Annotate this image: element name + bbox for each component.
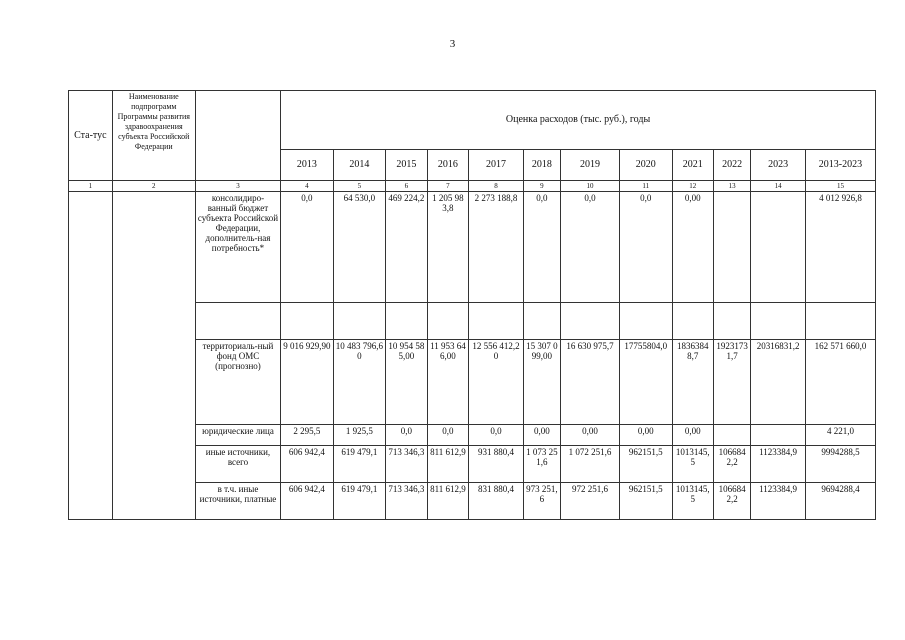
column-number: 15 xyxy=(805,181,875,192)
value-cell: 0,0 xyxy=(620,192,672,303)
value-cell xyxy=(714,192,751,303)
value-cell: 1123384,9 xyxy=(751,446,806,483)
year-header: 2021 xyxy=(672,150,714,181)
column-number: 1 xyxy=(69,181,113,192)
value-cell xyxy=(281,303,333,340)
value-cell: 1066842,2 xyxy=(714,446,751,483)
value-cell xyxy=(751,192,806,303)
value-cell: 0,00 xyxy=(523,425,560,446)
value-cell: 10 954 585,00 xyxy=(386,340,428,425)
status-cell xyxy=(69,192,113,520)
value-cell xyxy=(469,303,524,340)
value-cell: 1066842,2 xyxy=(714,483,751,520)
year-header: 2016 xyxy=(427,150,469,181)
column-number: 6 xyxy=(386,181,428,192)
value-cell: 0,0 xyxy=(386,425,428,446)
value-cell: 619 479,1 xyxy=(333,483,385,520)
status-header: Ста-тус xyxy=(69,91,113,181)
column-number: 2 xyxy=(112,181,195,192)
year-header: 2015 xyxy=(386,150,428,181)
value-cell xyxy=(714,425,751,446)
table-row xyxy=(69,192,876,303)
value-cell: 16 630 975,7 xyxy=(561,340,620,425)
value-cell: 9994288,5 xyxy=(805,446,875,483)
value-cell: 962151,5 xyxy=(620,483,672,520)
value-cell xyxy=(714,303,751,340)
value-cell xyxy=(523,303,560,340)
value-cell: 1 925,5 xyxy=(333,425,385,446)
value-cell: 4 221,0 xyxy=(805,425,875,446)
year-header: 2017 xyxy=(469,150,524,181)
value-cell: 64 530,0 xyxy=(333,192,385,303)
value-cell: 162 571 660,0 xyxy=(805,340,875,425)
value-cell: 0,00 xyxy=(672,192,714,303)
value-cell: 973 251,6 xyxy=(523,483,560,520)
value-cell: 9694288,4 xyxy=(805,483,875,520)
value-cell: 811 612,9 xyxy=(427,446,469,483)
value-cell: 0,00 xyxy=(561,425,620,446)
value-cell: 1123384,9 xyxy=(751,483,806,520)
column-number: 4 xyxy=(281,181,333,192)
value-cell xyxy=(333,303,385,340)
subprogram-cell xyxy=(112,192,195,520)
value-cell: 831 880,4 xyxy=(469,483,524,520)
value-cell: 0,00 xyxy=(672,425,714,446)
source-label: в т.ч. иные источники, платные xyxy=(195,483,280,520)
value-cell: 619 479,1 xyxy=(333,446,385,483)
value-cell xyxy=(386,303,428,340)
value-cell: 0,00 xyxy=(620,425,672,446)
value-cell: 962151,5 xyxy=(620,446,672,483)
year-header: 2013-2023 xyxy=(805,150,875,181)
value-cell xyxy=(751,303,806,340)
year-header: 2018 xyxy=(523,150,560,181)
year-header: 2022 xyxy=(714,150,751,181)
column-number: 8 xyxy=(469,181,524,192)
year-header: 2013 xyxy=(281,150,333,181)
expense-table xyxy=(68,90,876,520)
value-cell xyxy=(672,303,714,340)
value-cell: 931 880,4 xyxy=(469,446,524,483)
value-cell: 4 012 926,8 xyxy=(805,192,875,303)
column-number: 13 xyxy=(714,181,751,192)
value-cell: 1 073 251,6 xyxy=(523,446,560,483)
value-cell: 2 295,5 xyxy=(281,425,333,446)
column-number: 10 xyxy=(561,181,620,192)
column-number: 3 xyxy=(195,181,280,192)
value-cell xyxy=(751,425,806,446)
value-cell xyxy=(620,303,672,340)
value-cell: 10 483 796,60 xyxy=(333,340,385,425)
value-cell: 15 307 099,00 xyxy=(523,340,560,425)
value-cell: 972 251,6 xyxy=(561,483,620,520)
value-cell: 9 016 929,90 xyxy=(281,340,333,425)
column-number: 12 xyxy=(672,181,714,192)
value-cell: 713 346,3 xyxy=(386,446,428,483)
value-cell: 1 072 251,6 xyxy=(561,446,620,483)
value-cell xyxy=(427,303,469,340)
value-cell: 0,0 xyxy=(469,425,524,446)
column-numbers-row xyxy=(69,181,876,192)
value-cell: 811 612,9 xyxy=(427,483,469,520)
subprogram-header: Наименование подпрограмм Программы развития здравоохранения субъекта Российской Федерации xyxy=(112,91,195,181)
value-cell: 0,0 xyxy=(427,425,469,446)
value-cell: 19231731,7 xyxy=(714,340,751,425)
cost-title: Оценка расходов (тыс. руб.), годы xyxy=(281,91,876,150)
source-label: территориаль-ный фонд ОМС (прогнозно) xyxy=(195,340,280,425)
value-cell: 1 205 983,8 xyxy=(427,192,469,303)
value-cell: 12 556 412,20 xyxy=(469,340,524,425)
page-number: 3 xyxy=(449,38,456,50)
column-number: 9 xyxy=(523,181,560,192)
header-row xyxy=(69,91,876,150)
value-cell: 1013145,5 xyxy=(672,446,714,483)
year-header: 2023 xyxy=(751,150,806,181)
source-label xyxy=(195,303,280,340)
column-number: 7 xyxy=(427,181,469,192)
value-cell: 469 224,2 xyxy=(386,192,428,303)
source-label: консолидиро-ванный бюджет субъекта Российской Федерации, дополнитель-ная потребность* xyxy=(195,192,280,303)
value-cell: 11 953 646,00 xyxy=(427,340,469,425)
value-cell: 0,0 xyxy=(523,192,560,303)
column-number: 14 xyxy=(751,181,806,192)
column-number: 11 xyxy=(620,181,672,192)
value-cell xyxy=(561,303,620,340)
value-cell: 713 346,3 xyxy=(386,483,428,520)
value-cell xyxy=(805,303,875,340)
year-header: 2020 xyxy=(620,150,672,181)
value-cell: 20316831,2 xyxy=(751,340,806,425)
value-cell: 1013145,5 xyxy=(672,483,714,520)
source-header xyxy=(195,91,280,181)
source-label: юридические лица xyxy=(195,425,280,446)
value-cell: 0,0 xyxy=(561,192,620,303)
year-header: 2019 xyxy=(561,150,620,181)
value-cell: 606 942,4 xyxy=(281,483,333,520)
value-cell: 0,0 xyxy=(281,192,333,303)
value-cell: 18363848,7 xyxy=(672,340,714,425)
column-number: 5 xyxy=(333,181,385,192)
value-cell: 606 942,4 xyxy=(281,446,333,483)
source-label: иные источники, всего xyxy=(195,446,280,483)
value-cell: 17755804,0 xyxy=(620,340,672,425)
year-header: 2014 xyxy=(333,150,385,181)
value-cell: 2 273 188,8 xyxy=(469,192,524,303)
